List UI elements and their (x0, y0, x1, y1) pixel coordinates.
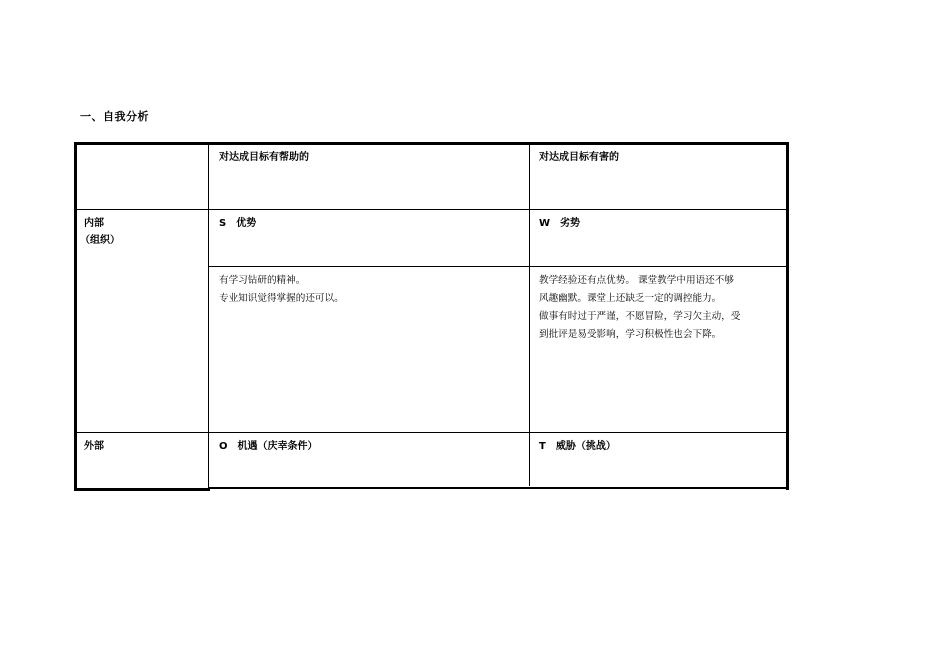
internal-label-sub: （组织） (80, 235, 120, 246)
weakness-line: 教学经验还有点优势。 课堂教学中用语还不够 (539, 275, 734, 286)
section-title: 一、自我分析 (80, 110, 149, 123)
table-divider-row2 (208, 266, 787, 267)
strength-title: S 优势 (219, 218, 257, 229)
table-divider-row1 (76, 209, 787, 210)
weakness-content (539, 272, 740, 344)
table-border-bottom-left (74, 488, 210, 491)
weakness-title: W 劣势 (539, 218, 581, 229)
opportunity-title: O 机遇（庆幸条件） (219, 441, 318, 452)
weakness-line: 风趣幽默。课堂上还缺乏一定的调控能力。 (539, 293, 722, 304)
table-border-top (74, 142, 789, 145)
table-border-right (786, 142, 789, 490)
table-divider-col2 (529, 144, 530, 486)
table-divider-row3 (76, 432, 787, 433)
threat-title: T 威胁（挑战） (539, 441, 616, 452)
header-helpful: 对达成目标有帮助的 (219, 152, 309, 163)
strength-line: 有学习钻研的精神。 (219, 275, 306, 286)
header-harmful: 对达成目标有害的 (539, 152, 619, 163)
internal-label: 内部 (84, 218, 104, 229)
external-label: 外部 (84, 441, 104, 452)
table-border-bottom-right (209, 487, 789, 489)
strength-line: 专业知识觉得掌握的还可以。 (219, 293, 344, 304)
strength-content (219, 272, 344, 308)
weakness-line: 做事有时过于严谨，不愿冒险，学习欠主动，受 (539, 311, 741, 322)
table-divider-col1 (208, 144, 209, 489)
weakness-line: 到批评是易受影响，学习积极性也会下降。 (539, 329, 722, 340)
table-border-left (74, 142, 77, 491)
